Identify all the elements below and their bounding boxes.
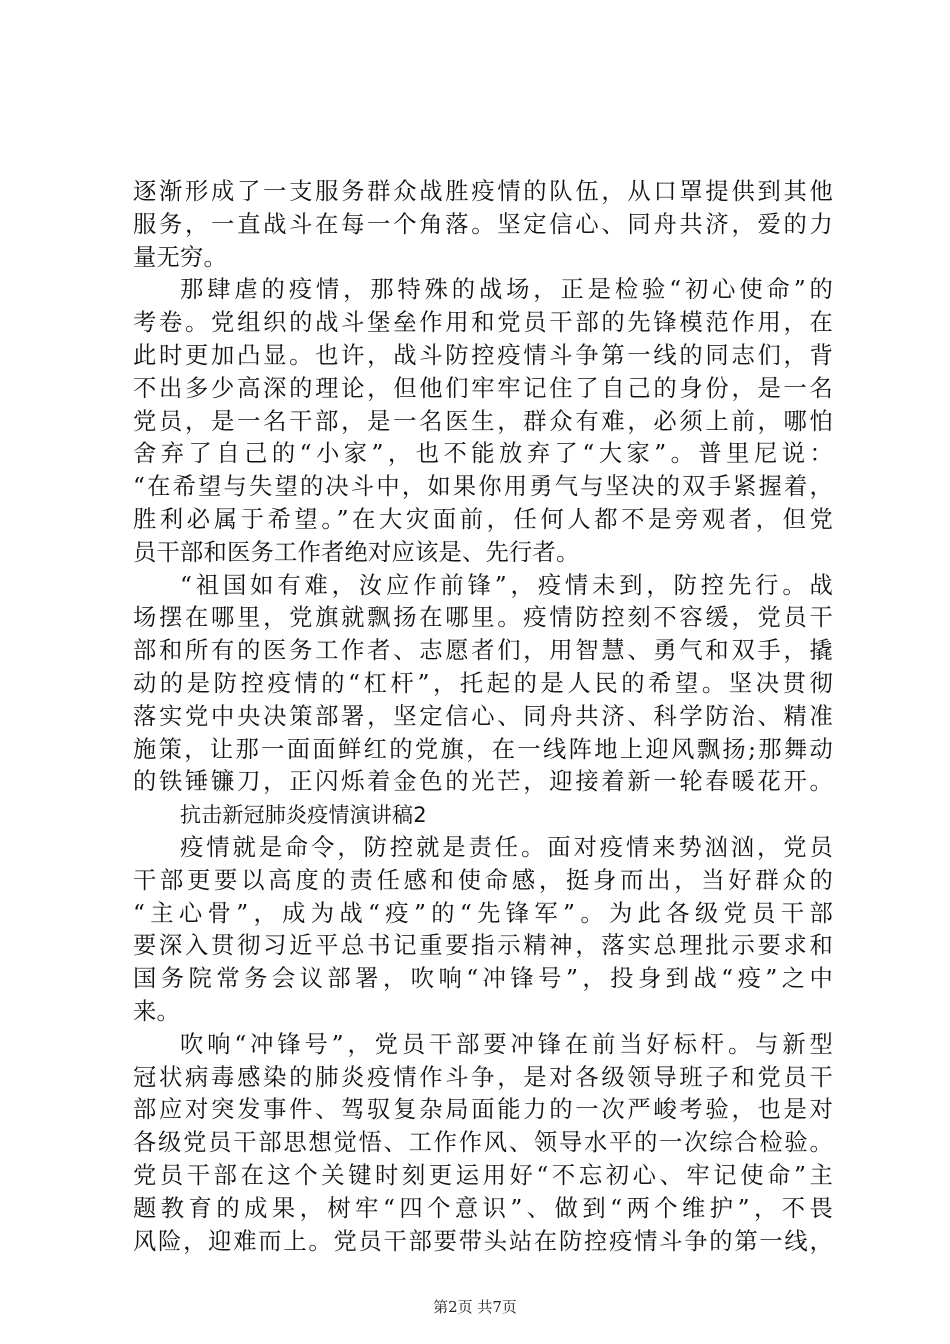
text-line: 员干部和医务工作者绝对应该是、先行者。 bbox=[133, 538, 580, 566]
page-footer: 第2页 共7页 bbox=[433, 1298, 517, 1316]
text-line: 此时更加凸显。也许，战斗防控疫情斗争第一线的同志们，背 bbox=[133, 341, 833, 369]
text-line: 要深入贯彻习近平总书记重要指示精神，落实总理批示要求和 bbox=[133, 932, 833, 960]
section-heading: 抗击新冠肺炎疫情演讲稿2 bbox=[180, 803, 427, 828]
text-line: 部和所有的医务工作者、志愿者们，用智慧、勇气和双手，撬 bbox=[133, 637, 833, 665]
text-line: 服务，一直战斗在每一个角落。坚定信心、同舟共济，爱的力 bbox=[133, 210, 833, 238]
text-line: 施策，让那一面面鲜红的党旗，在一线阵地上迎风飘扬;那舞动 bbox=[133, 735, 833, 763]
text-line: 量无穷。 bbox=[133, 243, 227, 271]
text-line: 题教育的成果，树牢“四个意识”、做到“两个维护”，不畏 bbox=[133, 1194, 833, 1222]
text-line: “在希望与失望的决斗中，如果你用勇气与坚决的双手紧握着， bbox=[133, 473, 833, 501]
text-line: 场摆在哪里，党旗就飘扬在哪里。疫情防控刻不容缓，党员干 bbox=[133, 604, 833, 632]
text-line: 各级党员干部思想觉悟、工作作风、领导水平的一次综合检验。 bbox=[133, 1129, 833, 1157]
text-line: 考卷。党组织的战斗堡垒作用和党员干部的先锋模范作用，在 bbox=[133, 309, 833, 337]
text-line: 党员干部在这个关键时刻更运用好“不忘初心、牢记使命”主 bbox=[133, 1161, 833, 1189]
text-line: 那肆虐的疫情，那特殊的战场，正是检验“初心使命”的 bbox=[180, 276, 833, 304]
text-line: 风险，迎难而上。党员干部要带头站在防控疫情斗争的第一线， bbox=[133, 1227, 833, 1255]
text-line: 部应对突发事件、驾驭复杂局面能力的一次严峻考验，也是对 bbox=[133, 1096, 833, 1124]
text-line: 胜利必属于希望。”在大灾面前，任何人都不是旁观者，但党 bbox=[133, 505, 833, 533]
text-line: 的铁锤镰刀，正闪烁着金色的光芒，迎接着新一轮春暖花开。 bbox=[133, 768, 833, 796]
document-body bbox=[133, 176, 833, 1258]
text-line: 逐渐形成了一支服务群众战胜疫情的队伍，从口罩提供到其他 bbox=[133, 178, 833, 205]
text-line: 国务院常务会议部署，吹响“冲锋号”，投身到战“疫”之中 bbox=[133, 965, 833, 993]
text-line: 干部更要以高度的责任感和使命感，挺身而出，当好群众的 bbox=[133, 866, 833, 894]
text-line: 党员，是一名干部，是一名医生，群众有难，必须上前，哪怕 bbox=[133, 407, 833, 435]
text-line: 疫情就是命令，防控就是责任。面对疫情来势汹汹，党员 bbox=[180, 833, 833, 861]
text-line: 不出多少高深的理论，但他们牢牢记住了自己的身份，是一名 bbox=[133, 374, 833, 402]
text-line: “主心骨”，成为战“疫”的“先锋军”。为此各级党员干部 bbox=[133, 899, 833, 927]
text-line: 吹响“冲锋号”，党员干部要冲锋在前当好标杆。与新型 bbox=[180, 1030, 833, 1058]
text-line: 动的是防控疫情的“杠杆”，托起的是人民的希望。坚决贯彻 bbox=[133, 669, 833, 697]
text-line: 落实党中央决策部署，坚定信心、同舟共济、科学防治、精准 bbox=[133, 702, 833, 730]
text-line: 来。 bbox=[133, 997, 180, 1025]
text-line: 舍弃了自己的“小家”，也不能放弃了“大家”。普里尼说： bbox=[133, 440, 833, 468]
text-line: 冠状病毒感染的肺炎疫情作斗争，是对各级领导班子和党员干 bbox=[133, 1063, 833, 1091]
text-line: “祖国如有难，汝应作前锋”，疫情未到，防控先行。战 bbox=[180, 571, 833, 599]
